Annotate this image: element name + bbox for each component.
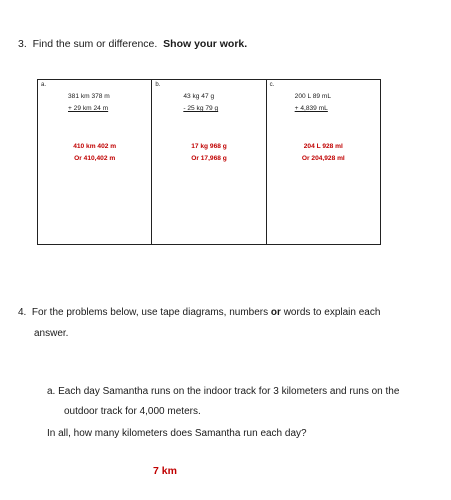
question-4a-line1: a. Each day Samantha runs on the indoor track for 3 kilometers and runs on the <box>47 386 400 397</box>
cell-b-answer2: Or 17,968 g <box>191 155 227 162</box>
cell-b-answer1: 17 kg 968 g <box>191 143 227 150</box>
cell-c-answer1: 204 L 928 ml <box>303 143 343 150</box>
work-table <box>37 79 381 245</box>
question-4-number: 4. <box>18 307 27 318</box>
question-3-heading <box>18 38 247 50</box>
cell-c-letter: c. <box>269 82 275 88</box>
cell-a-answer <box>38 143 151 162</box>
question-3-emphasis: Show your work. <box>163 38 248 50</box>
question-4-line1 <box>18 307 380 318</box>
cell-a-line2: + 29 km 24 m <box>68 105 109 112</box>
cell-c-line2: + 4,839 mL <box>294 105 328 112</box>
question-4-or: or <box>270 307 281 318</box>
cell-a <box>38 80 152 244</box>
cell-b-line2: - 25 kg 79 g <box>183 105 219 112</box>
cell-b-problem <box>183 93 218 112</box>
cell-c-answer2: Or 204,928 ml <box>301 155 345 162</box>
question-4a-answer: 7 km <box>153 465 177 477</box>
question-4a-line3: In all, how many kilometers does Samantha run each day? <box>47 428 307 439</box>
cell-a-problem <box>68 93 110 112</box>
question-4a-line2: outdoor track for 4,000 meters. <box>64 406 201 417</box>
question-4-line2: answer. <box>34 328 69 339</box>
cell-b-letter: b. <box>155 82 161 88</box>
cell-b-line1: 43 kg 47 g <box>183 93 215 100</box>
question-4-text-pre: For the problems below, use tape diagrams, numbers <box>31 307 269 318</box>
cell-a-answer2: Or 410,402 m <box>74 155 116 162</box>
cell-c <box>267 80 380 244</box>
cell-c-line1: 200 L 89 mL <box>294 93 332 100</box>
cell-c-answer <box>267 143 380 162</box>
cell-a-line1: 381 km 378 m <box>68 93 110 100</box>
cell-b-answer <box>152 143 265 162</box>
cell-a-letter: a. <box>41 82 47 88</box>
question-4-text-post: words to explain each <box>283 307 381 318</box>
cell-a-answer1: 410 km 402 m <box>73 143 117 150</box>
cell-c-problem <box>295 93 331 112</box>
question-3-text: Find the sum or difference. <box>32 38 158 50</box>
question-3-number: 3. <box>18 38 27 50</box>
cell-b <box>152 80 266 244</box>
